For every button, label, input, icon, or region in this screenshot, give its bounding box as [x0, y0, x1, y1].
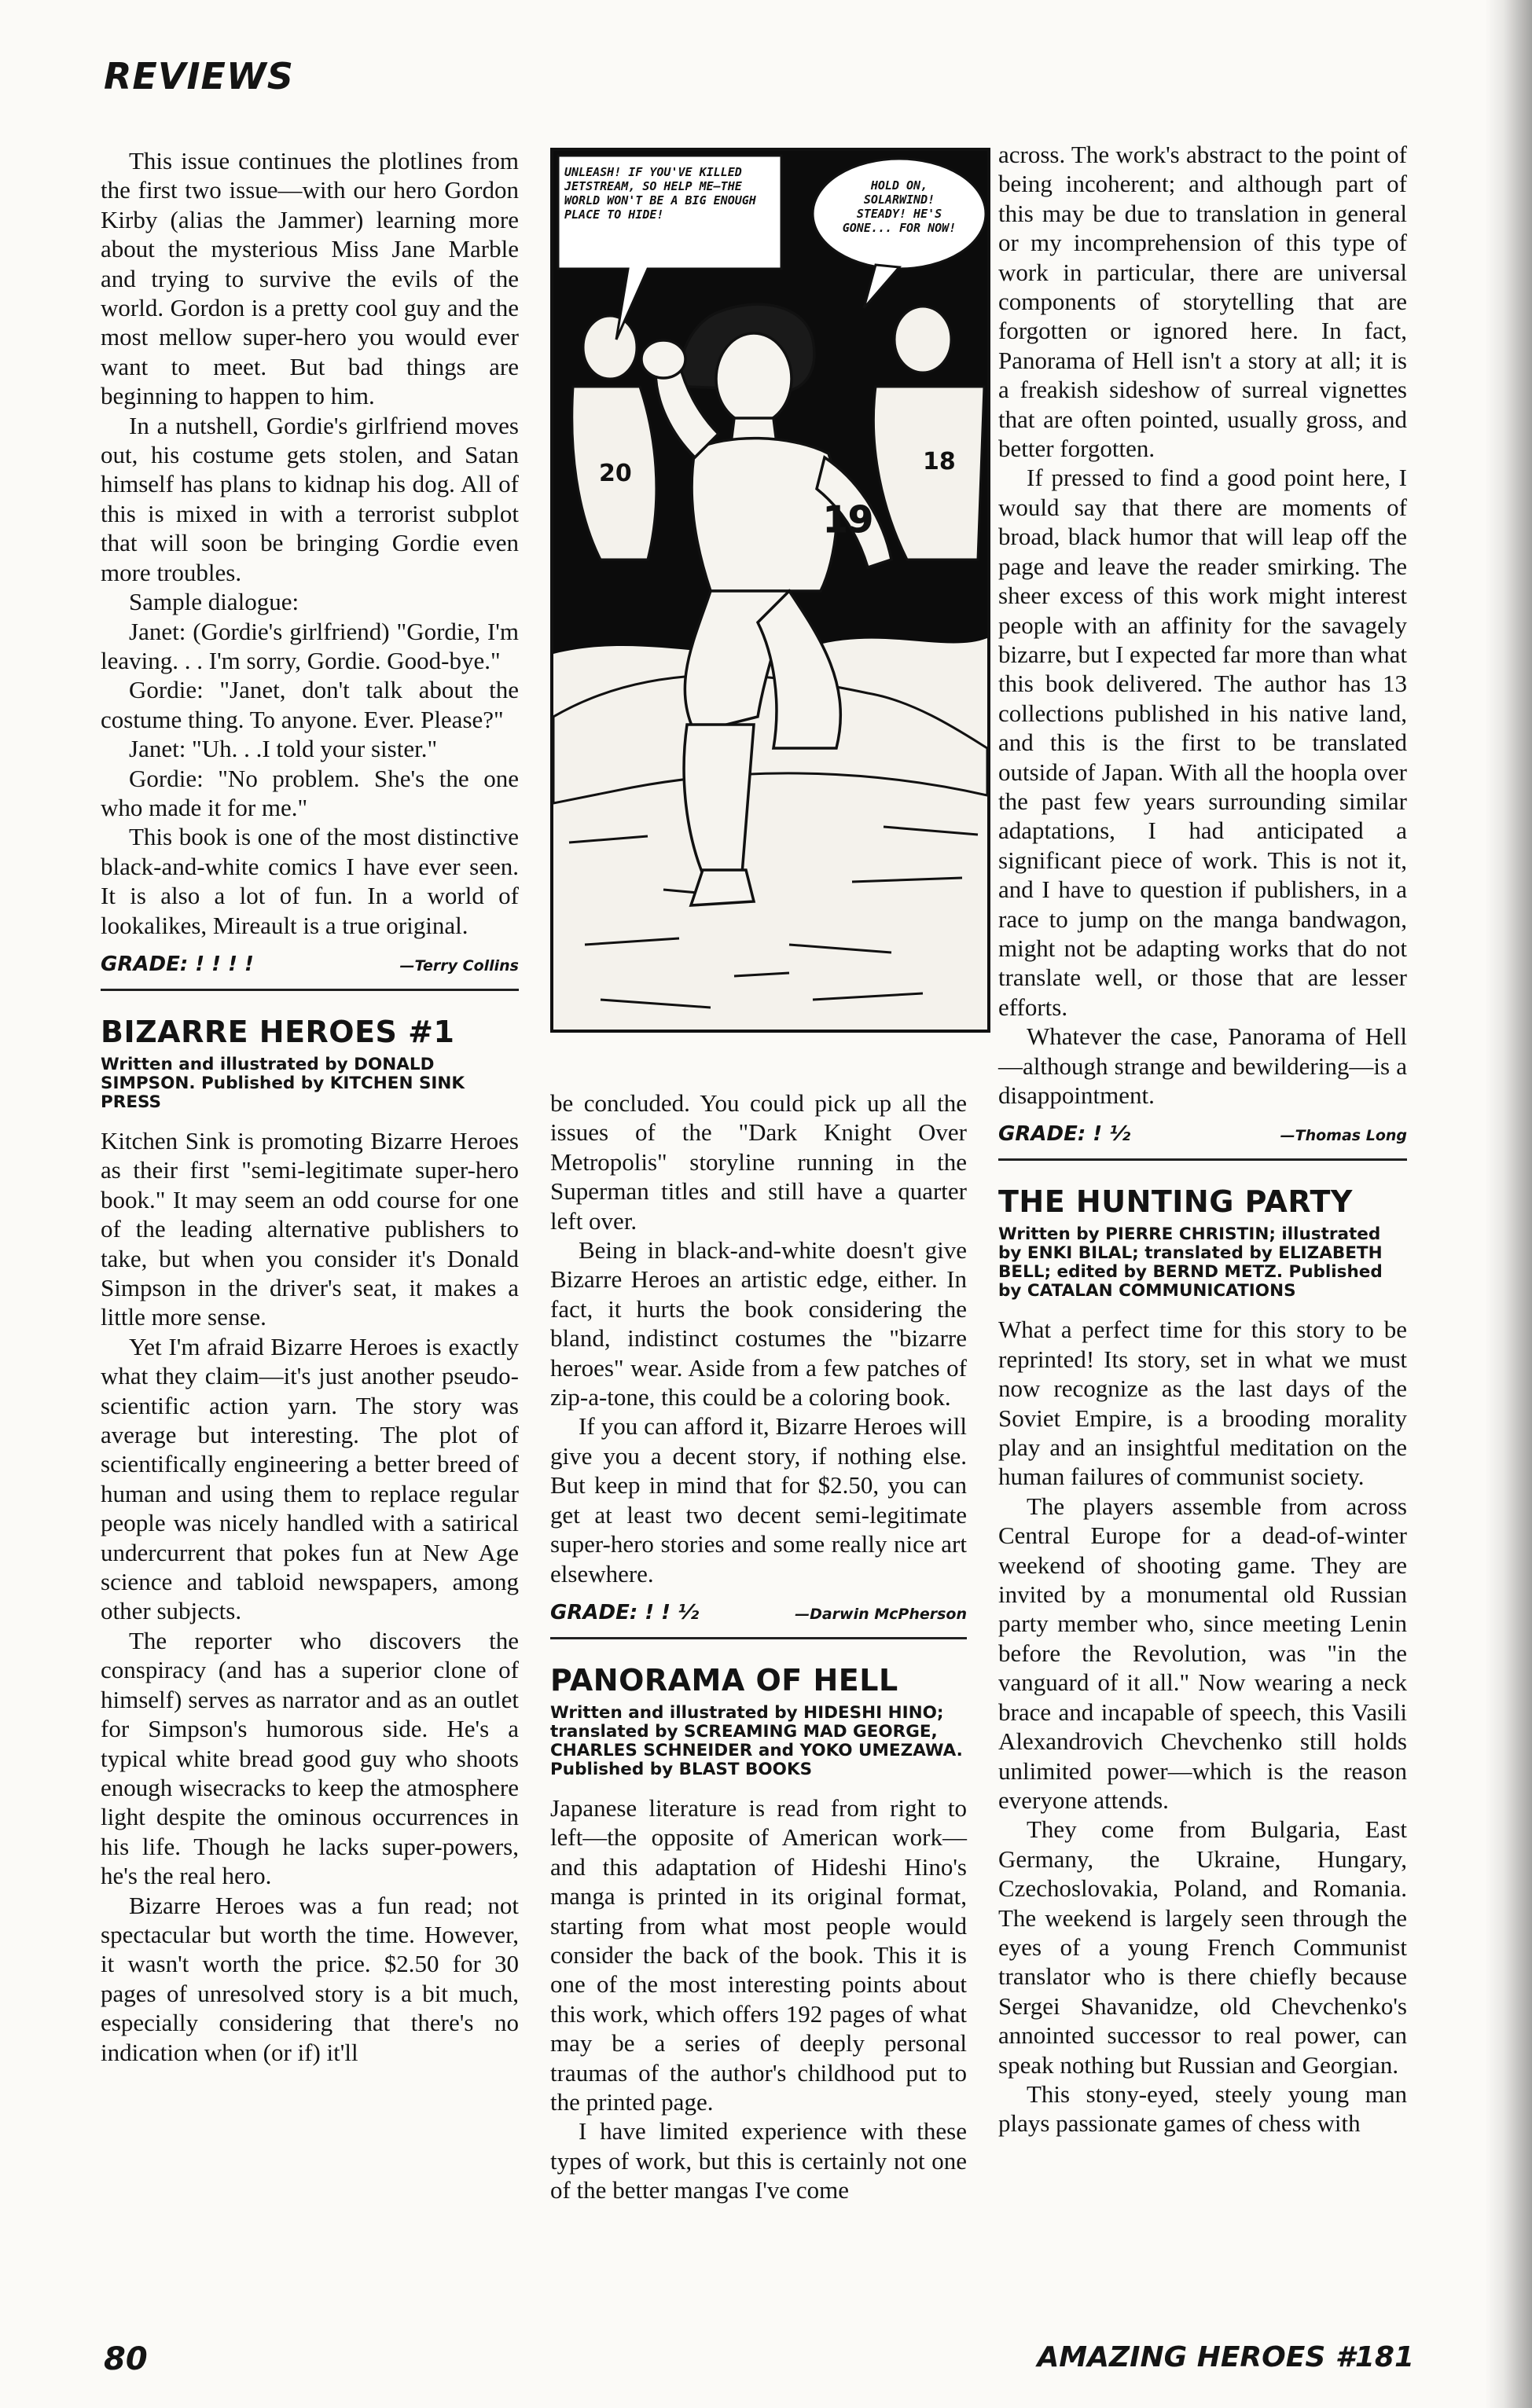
review-hunting-party	[998, 1184, 1407, 2138]
paragraph: Yet I'm afraid Bizarre Heroes is exactly what they claim—it's just another pseudo-scientific action yarn. The story was average but interesting. The plot of scientifically engineering a better breed of human and using them to replace regular people was nicely handled with a satirical undercurrent that pokes fun at New Age science and tabloid newspapers, among other subjects.	[101, 1332, 519, 1625]
grade: GRADE: ! ½	[998, 1122, 1131, 1147]
column-3	[998, 140, 1407, 2138]
review-title: THE HUNTING PARTY	[998, 1184, 1353, 1220]
paragraph: What a perfect time for this story to be reprinted! Its story, set in what we must now recognize as the last days of the Soviet Empire, is a brooding morality play and an insightful meditation on the human failures of communist society.	[998, 1316, 1407, 1491]
paragraph: Gordie: "No problem. She's the one who made it for me."	[101, 764, 519, 821]
paragraph: Sample dialogue:	[129, 588, 299, 616]
grade: GRADE: ! ! ½	[550, 1600, 700, 1624]
speech-balloon-left: UNLEASH! IF YOU'VE KILLED JETSTREAM, SO HELP ME—THE WORLD WON'T BE A BIG ENOUGH PLACE TO HIDE!	[564, 165, 756, 222]
page-number: 80	[104, 2341, 148, 2377]
section-header: REVIEWS	[104, 55, 294, 97]
comic-panel-illustration	[550, 148, 990, 1033]
paragraph: be concluded. You could pick up all the issues of the "Dark Knight Over Metropolis" storyline running in the Superman titles and still have a quarter left over.	[550, 1089, 967, 1235]
speech-balloon-right: HOLD ON, SOLARWIND! STEADY! HE'S GONE... FOR NOW!	[842, 178, 957, 235]
grade-row	[101, 953, 519, 976]
paragraph: This book is one of the most distinctive black-and-white comics I have ever seen. It is also a lot of fun. In a world of lookalikes, Mireault is a true original.	[101, 823, 519, 939]
grade: GRADE: ! ! ! !	[101, 952, 254, 976]
grade-row	[550, 1601, 967, 1624]
comic-panel-art	[553, 151, 987, 1030]
jersey-number-right: 18	[923, 448, 956, 475]
paragraph: Gordie: "Janet, don't talk about the costume thing. To anyone. Ever. Please?"	[101, 676, 519, 733]
divider	[550, 1637, 967, 1639]
paragraph: Being in black-and-white doesn't give Bizarre Heroes an artistic edge, either. In fact, it hurts the book considering the bland, indistinct costumes the "bizarre heroes" wear. Aside from a few patches of zip-a-tone, this could be a coloring book.	[550, 1236, 967, 1411]
review-bizarre-heroes	[101, 1015, 519, 2067]
jersey-number-main: 19	[823, 498, 874, 541]
paragraph: This issue continues the plotlines from the first two issue—with our hero Gordon Kirby (alias the Jammer) learning more about the mysterious Miss Jane Marble and trying to survive the evils of the world. Gordon is a pretty cool guy and the most mellow super-hero you would ever want to meet. But bad things are beginning to happen to him.	[101, 147, 519, 410]
paragraph: across. The work's abstract to the point of being incoherent; and although part of this may be due to translation in general or my incomprehension of this type of work in particular, there are universal components of storytelling that are forgotten or ignored here. In fact, Panorama of Hell isn't a story at all; it is a freakish sideshow of surreal vignettes that are often pointed, usually gross, and better forgotten.	[998, 141, 1407, 463]
column-1	[101, 146, 519, 2067]
magazine-issue: AMAZING HEROES #181	[1037, 2341, 1414, 2373]
review-credits: Written by PIERRE CHRISTIN; illustrated by ENKI BILAL; translated by ELIZABETH BELL; edited by BERND METZ. Published by CATALAN COMMUNICATIONS	[998, 1224, 1383, 1301]
review-credits: Written and illustrated by HIDESHI HINO; translated by SCREAMING MAD GEORGE, CHARLES SCHNEIDER and YOKO UMEZAWA. Published by BLAST BOOKS	[550, 1702, 963, 1779]
review-mireault	[101, 146, 519, 991]
paragraph: Japanese literature is read from right to left—the opposite of American work—and this adaptation of Hideshi Hino's manga is printed in its original format, starting from what most people would consider the back of the book. This it is one of the most interesting points about this work, which offers 192 pages of what may be a series of deeply personal traumas of the author's childhood put to the printed page.	[550, 1793, 967, 2116]
review-panorama-of-hell	[550, 1663, 967, 2205]
paragraph: This stony-eyed, steely young man plays passionate games of chess with	[998, 2079, 1407, 2138]
paragraph: In a nutshell, Gordie's girlfriend moves out, his costume gets stolen, and Satan himself has plans to kidnap his dog. All of this is mixed in with a terrorist subplot that will soon be bringing Gordie even more troubles.	[101, 411, 519, 586]
reviewer: —Thomas Long	[1280, 1127, 1407, 1145]
paragraph: Whatever the case, Panorama of Hell—although strange and bewildering—is a disappointment.	[998, 1022, 1407, 1109]
divider	[101, 989, 519, 991]
review-panorama-of-hell-continued	[998, 140, 1407, 1161]
paragraph: I have limited experience with these types of work, but this is certainly not one of the better mangas I've come	[550, 2117, 967, 2204]
review-bizarre-heroes-continued	[550, 1088, 967, 1639]
jersey-number-left: 20	[599, 460, 632, 487]
divider	[998, 1158, 1407, 1161]
column-2	[550, 1088, 967, 2205]
paragraph: Kitchen Sink is promoting Bizarre Heroes as their first "semi-legitimate super-hero book." It may seem an odd course for one of the leading alternative publishers to take, but when you consider it's Donald Simpson in the driver's seat, it makes a little more sense.	[101, 1126, 519, 1331]
paragraph: If you can afford it, Bizarre Heroes will give you a decent story, if nothing else. But keep in mind that for $2.50, you can get at least two decent semi-legitimate super-hero stories and some really nice art elsewhere.	[550, 1412, 967, 1588]
reviewer: —Terry Collins	[399, 956, 519, 975]
review-credits: Written and illustrated by DONALD SIMPSON. Published by KITCHEN SINK PRESS	[101, 1054, 465, 1112]
paragraph: If pressed to find a good point here, I would say that there are moments of broad, black humor that will leap off the page and leave the reader smirking. The sheer excess of this work might interest people with an affinity for the savagely bizarre, but I expected far more than what this book delivered. The author has 13 collections published in his native land, and this is the first to be translated outside of Japan. With all the hoopla over the past few years surrounding similar adaptations, I had anticipated a significant piece of work. This is not it, and I have to question if publishers, in a race to jump on the manga bandwagon, might not be adapting works that do not translate well, or those that are lesser efforts.	[998, 464, 1407, 1021]
binding-shadow	[1485, 0, 1532, 2408]
paragraph: The players assemble from across Central Europe for a dead-of-winter weekend of shooting game. They are invited by a monumental old Russian party member who, since meeting Lenin before the Revolution, was "in the vanguard of it all." Now wearing a neck brace and incapable of speech, this Vasili Alexandrovich Chevchenko still holds unlimited power—which is the reason everyone attends.	[998, 1492, 1407, 1814]
review-title: PANORAMA OF HELL	[550, 1662, 898, 1698]
paragraph: They come from Bulgaria, East Germany, the Ukraine, Hungary, Czechoslovakia, Poland, and Romania. The weekend is largely seen through the eyes of a young French Communist translator who is there chiefly because Sergei Shavanidze, old Chevchenko's annointed successor to real power, can speak nothing but Russian and Georgian.	[998, 1815, 1407, 2079]
paragraph: Bizarre Heroes was a fun read; not spectacular but worth the time. However, it wasn't worth the price. $2.50 for 30 pages of unresolved story is a bit much, especially considering that there's no indication when (or if) it'll	[101, 1891, 519, 2066]
review-title: BIZARRE HEROES #1	[101, 1014, 455, 1049]
paragraph: The reporter who discovers the conspiracy (and has a superior clone of himself) serves as narrator and as an outlet for Simpson's humorous side. He's a typical white bread good guy who shoots enough wisecracks to keep the atmosphere light despite the ominous occurrences in his life. Though he lacks super-powers, he's the real hero.	[101, 1626, 519, 1890]
paragraph: Janet: (Gordie's girlfriend) "Gordie, I'm leaving. . . I'm sorry, Gordie. Good-bye."	[101, 617, 519, 674]
reviewer: —Darwin McPherson	[795, 1605, 967, 1623]
grade-row	[998, 1122, 1407, 1146]
paragraph: Janet: "Uh. . .I told your sister."	[129, 735, 438, 763]
